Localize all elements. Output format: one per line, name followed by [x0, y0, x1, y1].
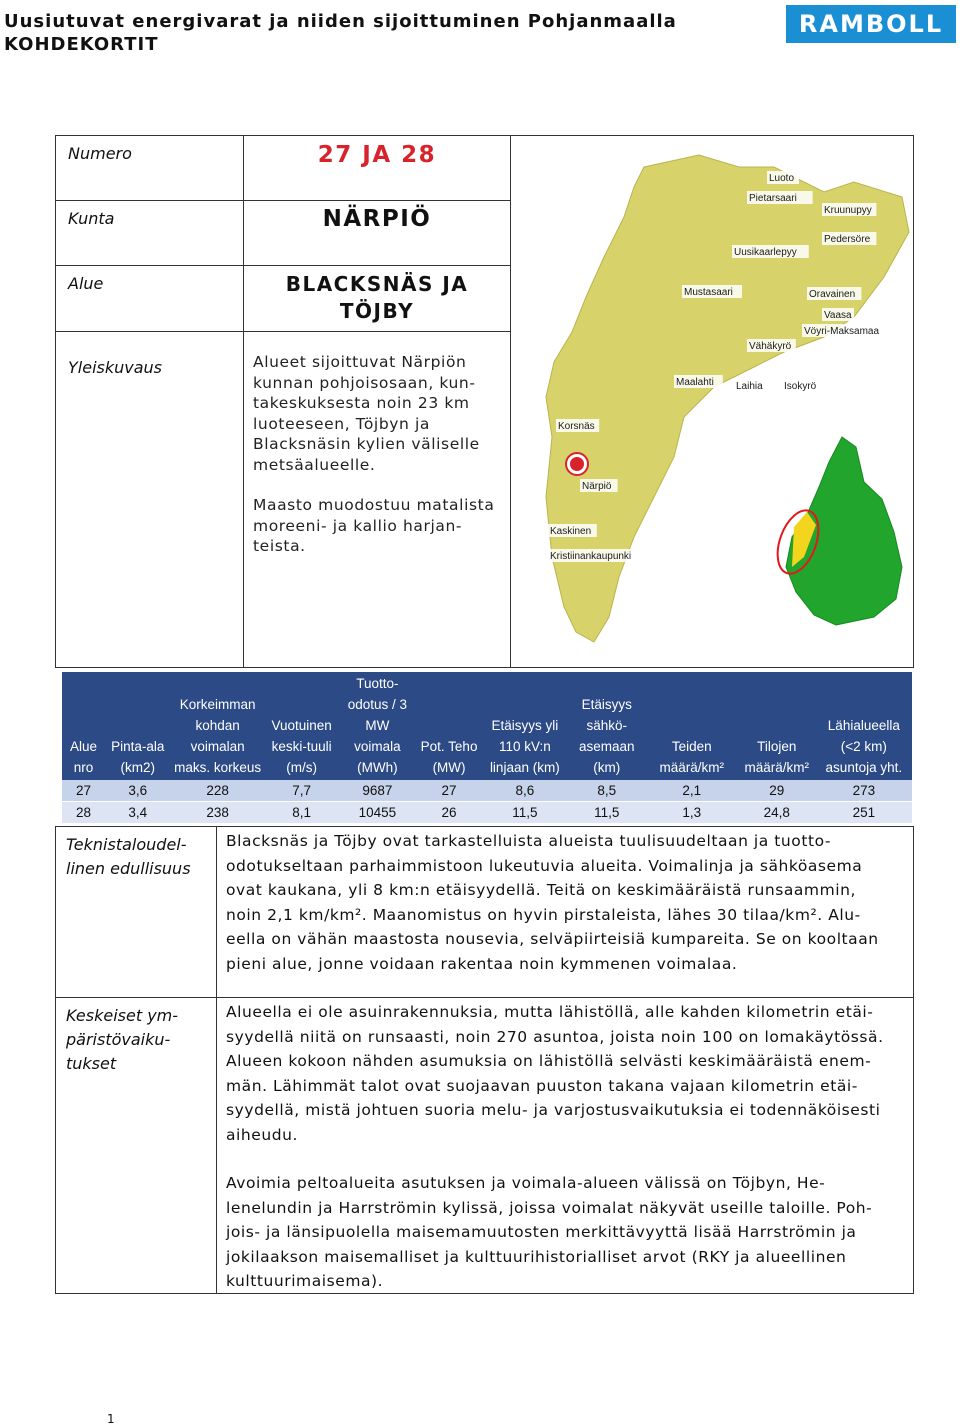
map-place-label: Närpiö: [582, 481, 612, 492]
table-cell: 11,5: [482, 802, 568, 824]
table-cell: 9687: [338, 780, 416, 802]
table-cell: 8,6: [482, 780, 568, 802]
table-cell: 3,6: [105, 780, 171, 802]
text-line: Alueen kokoon nähden asumuksia on lähistöllä selvästi keskimääräistä enem-: [226, 1052, 872, 1070]
column-header: Etäisyys yli 110 kV:n linjaan (km): [482, 672, 568, 780]
tekninen-label-line: linen edullisuus: [66, 859, 191, 878]
marker-dot: [570, 457, 584, 471]
column-header: Korkeimman kohdan voimalan maks. korkeus: [171, 672, 265, 780]
table-row: [62, 780, 912, 802]
text-line: ovat kaukana, yli 8 km:n etäisyydellä. Teitä on keskimääräistä runsaammin,: [226, 881, 856, 899]
text-line: jokilaakson maisemalliset ja kulttuurihistorialliset arvot (RKY ja alueellinen: [226, 1247, 847, 1266]
divider: [56, 265, 511, 266]
table-cell: 8,5: [568, 780, 646, 802]
tekninen-label: [66, 833, 216, 881]
numero-value: 27 JA 28: [317, 142, 437, 168]
text-line: lenelundin ja Harrströmin kylissä, joissa voimalat näkyvät useille taloille. Poh-: [226, 1198, 873, 1217]
data-table: [62, 672, 912, 823]
keskeiset-label-line: Keskeiset ym-: [66, 1006, 179, 1025]
table-cell: 251: [816, 802, 912, 824]
text-line: teista.: [253, 537, 306, 555]
title-line-2: KOHDEKORTIT: [4, 34, 159, 55]
text-line: aiheudu.: [226, 1125, 298, 1144]
divider: [56, 200, 511, 201]
table-cell: 11,5: [568, 802, 646, 824]
location-map: [524, 137, 913, 667]
text-line: Alueella ei ole asuinrakennuksia, mutta lähistöllä, alle kahden kilometrin etäi-: [226, 1003, 874, 1021]
divider: [56, 331, 511, 332]
text-line: kunnan pohjoisosaan, kun-: [253, 373, 476, 392]
table-cell: 24,8: [738, 802, 816, 824]
table-cell: 228: [171, 780, 265, 802]
text-line: odotukseltaan parhaimmistoon lukeutuvia alueita. Voimalinja ja sähköasema: [226, 856, 863, 875]
table-cell: 8,1: [265, 802, 339, 824]
table-cell: 28: [62, 802, 105, 824]
text-line: metsäalueelle.: [253, 455, 376, 474]
tekninen-section: [55, 826, 914, 998]
text-line: noin 2,1 km/km². Maanomistus on hyvin pirstaleista, lähes 30 tilaa/km². Alu-: [226, 905, 861, 924]
yleiskuvaus-paragraph-1: [253, 352, 513, 475]
table-cell: 3,4: [105, 802, 171, 824]
alue-label: Alue: [68, 274, 104, 293]
column-header: Pot. Teho (MW): [416, 672, 482, 780]
text-line: Blacksnäs ja Töjby ovat tarkastelluista alueista tuulisuudeltaan ja tuotto-: [226, 832, 832, 850]
column-header: Etäisyys sähkö-asemaan (km): [568, 672, 646, 780]
table-cell: 27: [416, 780, 482, 802]
page-number: 1: [107, 1412, 115, 1426]
map-place-label: Kaskinen: [550, 526, 592, 537]
numero-label: Numero: [68, 144, 132, 163]
text-line: Alueet sijoittuvat Närpiön: [253, 353, 467, 371]
text-line: jois- ja länsipuolella maisemamuutosten merkittävyyttä lisää Harrströmin ja: [226, 1223, 857, 1241]
table-cell: 26: [416, 802, 482, 824]
table-cell: 27: [62, 780, 105, 802]
yleiskuvaus-label: Yleiskuvaus: [68, 358, 162, 377]
text-line: pieni alue, jonne voidaan rakentaa noin kymmenen voimalaa.: [226, 954, 738, 973]
kunta-value: NÄRPIÖ: [322, 206, 432, 232]
table-header-row: [62, 672, 912, 780]
yleiskuvaus-paragraph-2: [253, 495, 513, 557]
map-place-label: Laihia: [736, 381, 763, 392]
keskeiset-paragraph-1: [226, 1000, 911, 1147]
table-cell: 10455: [338, 802, 416, 824]
title-line-1: Uusiutuvat energivarat ja niiden sijoittuminen Pohjanmaalla: [4, 11, 677, 32]
tekninen-text: [226, 829, 911, 976]
table-cell: 7,7: [265, 780, 339, 802]
text-line: kulttuurimaisema).: [226, 1272, 384, 1290]
text-line: eella on vähän maastosta nousevia, selväpiirteisiä kumpareita. Se on kooltaan: [226, 930, 879, 948]
column-header: Vuotuinen keski-tuuli (m/s): [265, 672, 339, 780]
tekninen-label-line: Teknistaloudel-: [66, 835, 187, 854]
keskeiset-section: [55, 997, 914, 1294]
map-svg: [524, 137, 913, 667]
alue-value: [244, 271, 510, 325]
map-place-label: Vähäkyrö: [749, 341, 792, 352]
column-header: Alue nro: [62, 672, 105, 780]
text-line: män. Lähimmät talot ovat suojaavan puuston takana vajaan kilometrin etäi-: [226, 1076, 858, 1095]
kunta-label: Kunta: [68, 209, 115, 228]
divider: [216, 998, 217, 1293]
text-line: luoteeseen, Töjbyn ja: [253, 414, 430, 433]
column-header: Lähialueella (<2 km) asuntoja yht.: [816, 672, 912, 780]
map-place-label: Korsnäs: [558, 421, 595, 432]
text-line: Maasto muodostuu matalista: [253, 496, 495, 514]
map-place-label: Uusikaarlepyy: [734, 247, 797, 258]
text-line: syydellä, mistä johtuen suoria melu- ja varjostusvaikutuksia ei todennäköisesti: [226, 1101, 881, 1119]
map-place-label: Kristiinankaupunki: [550, 551, 632, 562]
alue-line-1: BLACKSNÄS JA: [285, 272, 469, 296]
map-place-label: Maalahti: [676, 377, 714, 388]
text-line: moreeni- ja kallio harjan-: [253, 516, 463, 535]
text-line: takeskuksesta noin 23 km: [253, 394, 470, 412]
keskeiset-label-line: tukset: [66, 1054, 117, 1073]
map-place-label: Kruunupyy: [824, 205, 872, 216]
map-place-label: Luoto: [769, 173, 795, 184]
column-header: Tilojen määrä/km²: [738, 672, 816, 780]
column-header: Pinta-ala (km2): [105, 672, 171, 780]
keskeiset-label-line: päristövaiku-: [66, 1030, 171, 1049]
table-cell: 238: [171, 802, 265, 824]
map-place-label: Isokyrö: [784, 381, 817, 392]
map-place-label: Oravainen: [809, 289, 856, 300]
text-line: syydellä niitä on runsaasti, noin 270 asuntoa, joista noin 100 on lomakäytössä.: [226, 1027, 884, 1046]
table-cell: 2,1: [646, 780, 738, 802]
divider: [216, 827, 217, 997]
map-place-label: Pietarsaari: [749, 193, 797, 204]
ramboll-logo: RAMBOLL: [786, 5, 956, 43]
column-header: Teiden määrä/km²: [646, 672, 738, 780]
table-cell: 29: [738, 780, 816, 802]
alue-line-2: TÖJBY: [339, 299, 415, 323]
text-line: Avoimia peltoalueita asutuksen ja voimala-alueen välissä on Töjbyn, He-: [226, 1174, 826, 1192]
map-place-label: Vöyri-Maksamaa: [804, 326, 880, 337]
keskeiset-paragraph-2: [226, 1171, 911, 1294]
table-cell: 1,3: [646, 802, 738, 824]
map-place-label: Vaasa: [824, 310, 852, 321]
table-row: [62, 802, 912, 824]
info-card: [55, 135, 914, 668]
map-place-label: Mustasaari: [684, 287, 733, 298]
column-header: Tuotto-odotus / 3 MW voimala (MWh): [338, 672, 416, 780]
keskeiset-text: [226, 1000, 911, 1294]
document-title: [4, 10, 677, 56]
keskeiset-label: [66, 1004, 216, 1076]
map-place-label: Pedersöre: [824, 234, 871, 245]
yleiskuvaus-text: [253, 352, 513, 557]
table-cell: 273: [816, 780, 912, 802]
text-line: Blacksnäsin kylien väliselle: [253, 435, 480, 453]
